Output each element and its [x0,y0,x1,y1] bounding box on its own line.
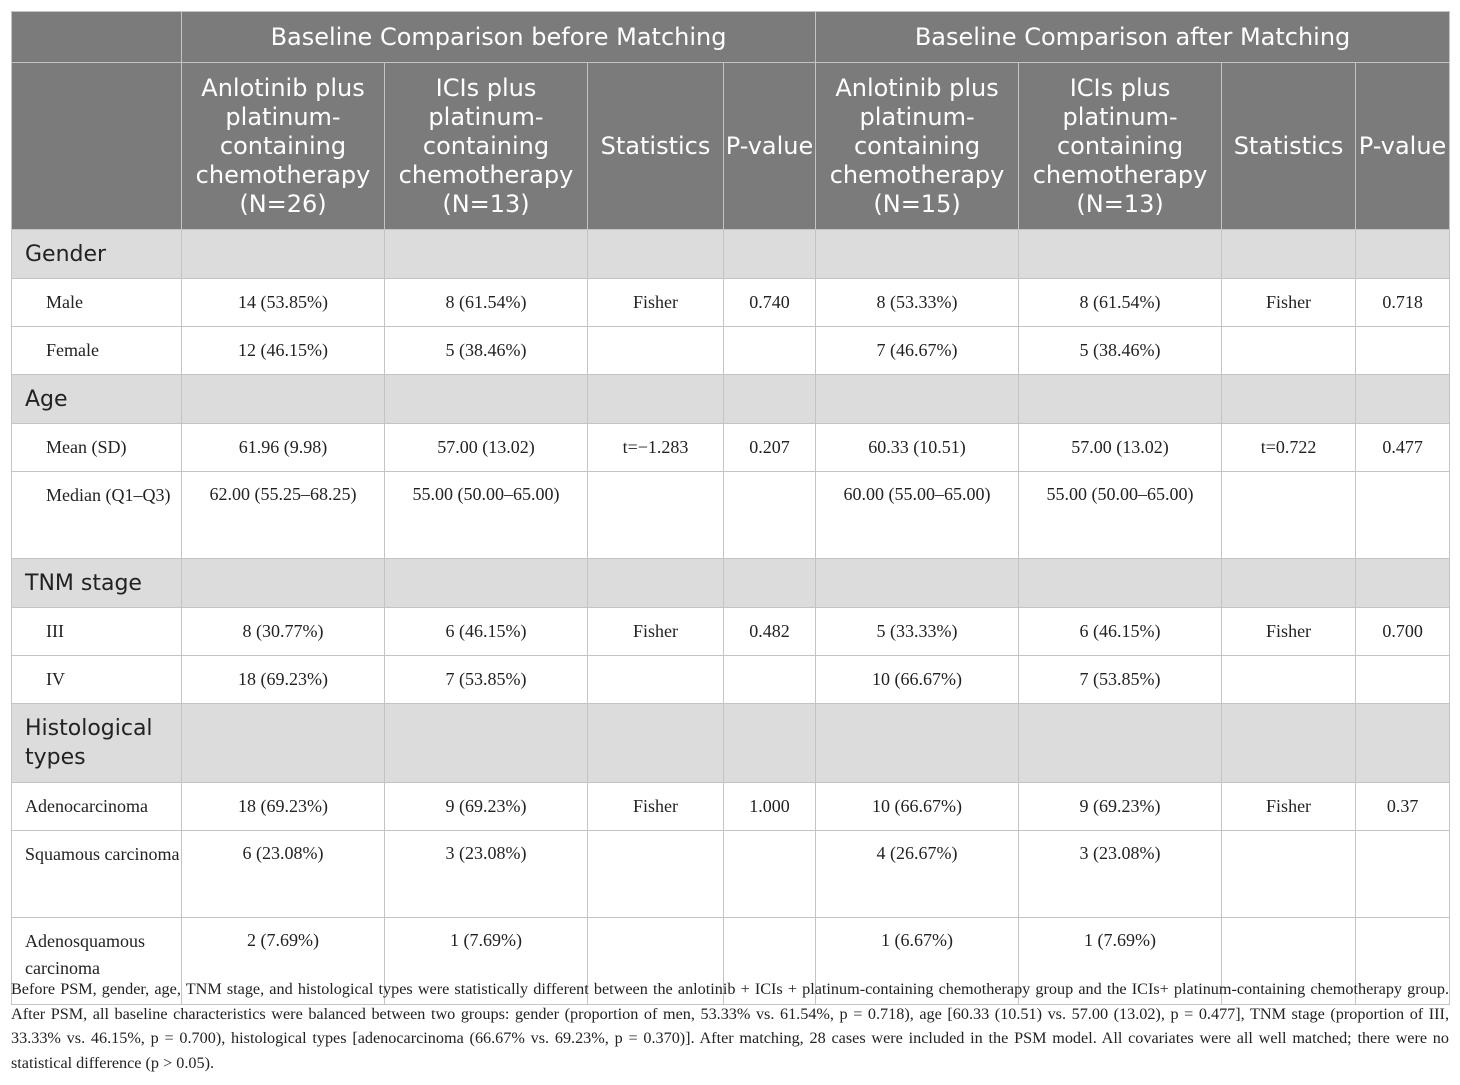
row-label: IV [12,656,182,704]
cell [1222,656,1356,704]
cell: Fisher [1222,608,1356,656]
section-title: Gender [12,230,182,279]
header-after-icis: ICIs plus platinum-containing chemotherapy (N=13) [1019,63,1222,230]
cell: 55.00 (50.00–65.00) [385,472,588,559]
section-row-histological-types [12,704,1450,783]
cell [588,472,724,559]
cell: t=−1.283 [588,424,724,472]
baseline-comparison-table [11,11,1450,1005]
row-label: Median (Q1–Q3) [12,472,182,559]
cell: 3 (23.08%) [385,831,588,918]
baseline-table-container [11,11,1449,1005]
cell: 60.00 (55.00–65.00) [816,472,1019,559]
cell: 6 (46.15%) [385,608,588,656]
cell: 12 (46.15%) [182,327,385,375]
row-label: Adenocarcinoma [12,783,182,831]
cell: 1 (6.67%) [816,918,1019,1005]
table-row [12,783,1450,831]
cell: 57.00 (13.02) [385,424,588,472]
table-footnote: Before PSM, gender, age, TNM stage, and histological types were statistically different between the anlotinib + ICIs + platinum-containing chemotherapy group and the ICIs+ platinum-containing chemotherapy group. After PSM, all baseline characteristics were balanced between two groups: gender (proportion of men, 53.33% vs. 61.54%, p = 0.718), age [60.33 (10.51) vs. 57.00 (13.02), p = 0.477], TNM stage (proportion of III, 33.33% vs. 46.15%, p = 0.700), histological types [adenocarcinoma (66.67% vs. 69.23%, p = 0.370)]. After matching, 28 cases were included in the PSM model. All covariates were all well matched; there were no statistical difference (p > 0.05). [11,980,1449,1072]
cell: 7 (46.67%) [816,327,1019,375]
cell: 8 (30.77%) [182,608,385,656]
cell [724,831,816,918]
section-title: Age [12,375,182,424]
row-label: III [12,608,182,656]
cell: Fisher [588,279,724,327]
section-row-gender [12,230,1450,279]
cell: 61.96 (9.98) [182,424,385,472]
cell [1222,831,1356,918]
cell: 7 (53.85%) [385,656,588,704]
cell: 55.00 (50.00–65.00) [1019,472,1222,559]
row-label: Male [12,279,182,327]
header-before-icis: ICIs plus platinum-containing chemotherapy (N=13) [385,63,588,230]
row-label: Adenosquamous carcinoma [12,918,182,1005]
table-row [12,424,1450,472]
cell: 5 (38.46%) [1019,327,1222,375]
row-label: Squamous carcinoma [12,831,182,918]
header-group-before: Baseline Comparison before Matching [182,12,816,63]
cell [1356,831,1450,918]
row-label: Female [12,327,182,375]
cell: 1 (7.69%) [385,918,588,1005]
cell: 0.700 [1356,608,1450,656]
table-row [12,472,1450,559]
row-label: Mean (SD) [12,424,182,472]
cell: 14 (53.85%) [182,279,385,327]
cell [724,656,816,704]
cell: Fisher [588,783,724,831]
cell: 9 (69.23%) [385,783,588,831]
cell: 8 (53.33%) [816,279,1019,327]
table-row [12,327,1450,375]
header-after-anlotinib: Anlotinib plus platinum-containing chemotherapy (N=15) [816,63,1019,230]
header-group-after: Baseline Comparison after Matching [816,12,1450,63]
table-row [12,608,1450,656]
cell: 5 (38.46%) [385,327,588,375]
cell: 1 (7.69%) [1019,918,1222,1005]
header-before-statistics: Statistics [588,63,724,230]
cell: 57.00 (13.02) [1019,424,1222,472]
cell: 0.718 [1356,279,1450,327]
cell: 0.207 [724,424,816,472]
cell [1222,327,1356,375]
cell: Fisher [1222,279,1356,327]
header-group-row [12,12,1450,63]
header-column-row [12,63,1450,230]
header-after-statistics: Statistics [1222,63,1356,230]
cell [1356,656,1450,704]
cell [1222,472,1356,559]
header-after-pvalue: P-value [1356,63,1450,230]
cell: Fisher [588,608,724,656]
cell: 18 (69.23%) [182,656,385,704]
table-row [12,831,1450,918]
cell: t=0.722 [1222,424,1356,472]
cell [588,656,724,704]
cell: 10 (66.67%) [816,656,1019,704]
section-row-age [12,375,1450,424]
cell: 1.000 [724,783,816,831]
cell: 6 (46.15%) [1019,608,1222,656]
cell [1356,472,1450,559]
header-corner-cell [12,12,182,63]
cell [1356,327,1450,375]
cell [588,327,724,375]
cell: 60.33 (10.51) [816,424,1019,472]
header-before-pvalue: P-value [724,63,816,230]
cell: 62.00 (55.25–68.25) [182,472,385,559]
cell [724,472,816,559]
cell: 8 (61.54%) [385,279,588,327]
cell: 2 (7.69%) [182,918,385,1005]
cell: 7 (53.85%) [1019,656,1222,704]
cell: 0.477 [1356,424,1450,472]
section-row-tnm-stage [12,559,1450,608]
table-row [12,279,1450,327]
section-title: Histological types [12,704,182,783]
cell [724,327,816,375]
cell: Fisher [1222,783,1356,831]
cell: 3 (23.08%) [1019,831,1222,918]
cell: 0.482 [724,608,816,656]
table-row [12,656,1450,704]
section-title: TNM stage [12,559,182,608]
cell: 10 (66.67%) [816,783,1019,831]
header-before-anlotinib: Anlotinib plus platinum-containing chemotherapy (N=26) [182,63,385,230]
cell: 0.740 [724,279,816,327]
cell [588,831,724,918]
cell: 0.37 [1356,783,1450,831]
cell: 5 (33.33%) [816,608,1019,656]
cell: 4 (26.67%) [816,831,1019,918]
cell: 18 (69.23%) [182,783,385,831]
header-label-cell [12,63,182,230]
cell: 6 (23.08%) [182,831,385,918]
cell: 9 (69.23%) [1019,783,1222,831]
cell: 8 (61.54%) [1019,279,1222,327]
